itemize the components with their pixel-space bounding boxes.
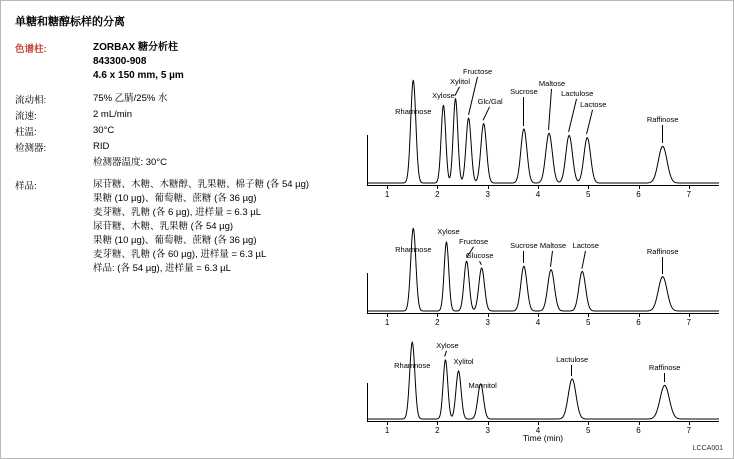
sample-line: 尿苷糖、木糖、木糖醇、乳果糖、棉子糖 (各 54 µg) — [93, 179, 310, 190]
chromatogram-2 — [367, 217, 719, 335]
x-axis-tick-label: 5 — [586, 190, 591, 199]
sample-line: 麦芽糖、乳糖 (各 6 µg), 进样量 = 6.3 µL — [93, 207, 261, 218]
mobile-phase-label: 流动相: — [15, 95, 47, 106]
detector-row — [15, 140, 345, 154]
peak-leader-line — [523, 97, 524, 126]
x-axis-tick-label: 3 — [485, 190, 490, 199]
y-axis-line — [367, 273, 368, 313]
x-axis-tick-label: 6 — [636, 426, 641, 435]
peak-label: Mannitol — [468, 381, 497, 390]
peak-label: Sucrose — [510, 87, 538, 96]
peak-label: Xylitol — [453, 357, 474, 366]
x-axis-tick-label: 2 — [435, 318, 440, 327]
detector-label: 检测器: — [15, 143, 47, 154]
x-axis-tick — [689, 313, 690, 317]
x-axis-tick-label: 6 — [636, 318, 641, 327]
chromatogram-2-plot — [367, 217, 719, 313]
detector-temp-value: 检测器温度: 30°C — [93, 157, 168, 168]
x-axis-tick-label: 1 — [384, 426, 390, 435]
detector-value: RID — [93, 141, 110, 152]
x-axis-tick-label: 7 — [686, 190, 692, 199]
sample-label: 样品: — [15, 181, 37, 192]
flow-rate-value: 2 mL/min — [93, 109, 133, 120]
temperature-row — [15, 124, 345, 138]
x-axis-tick — [387, 421, 388, 425]
peak-label: Rhamnose — [394, 361, 431, 370]
chromatogram-1 — [367, 67, 719, 207]
peak-label: Raffinose — [646, 247, 679, 256]
x-axis-tick — [437, 313, 438, 317]
x-axis-tick — [639, 421, 640, 425]
chromatogram-3-trace — [367, 331, 719, 421]
chromatogram-1-axis — [367, 185, 719, 207]
x-axis-tick-label: 2 — [435, 426, 440, 435]
chromatogram-1-plot — [367, 67, 719, 185]
x-axis-tick-label: 2 — [435, 190, 440, 199]
x-axis-tick — [488, 313, 489, 317]
x-axis-tick-label: 3 — [485, 426, 490, 435]
peak-label: Rhamnose — [395, 245, 432, 254]
chromatogram-2-trace — [367, 217, 719, 313]
sample-values — [93, 178, 309, 276]
spacer-2 — [15, 171, 345, 178]
x-axis-label: Time (min) — [522, 433, 564, 443]
peak-label: Fructose — [463, 67, 493, 76]
chromatogram-3-plot — [367, 331, 719, 421]
temperature-value: 30°C — [93, 125, 115, 136]
x-axis-line — [367, 185, 719, 186]
x-axis-tick-label: 1 — [384, 318, 390, 327]
x-axis-tick — [538, 313, 539, 317]
x-axis-tick — [488, 421, 489, 425]
x-axis-tick-label: 7 — [686, 318, 692, 327]
peak-label: Xylose — [436, 341, 459, 350]
column-dimensions: 4.6 x 150 mm, 5 µm — [93, 70, 184, 81]
x-axis-tick — [387, 185, 388, 189]
peak-label: Glucose — [465, 251, 494, 260]
x-axis-tick-label: 7 — [686, 426, 692, 435]
x-axis-tick — [538, 185, 539, 189]
peak-label: Maltose — [538, 79, 566, 88]
x-axis-tick-label: 3 — [485, 318, 490, 327]
peak-label: Xylose — [437, 227, 460, 236]
peak-label: Fructose — [459, 237, 489, 246]
y-axis-line — [367, 135, 368, 185]
x-axis-tick — [588, 421, 589, 425]
peak-leader-line — [662, 257, 663, 274]
peak-label: Sucrose — [510, 241, 538, 250]
peak-label: Glc/Gal — [477, 97, 503, 106]
y-axis-line — [367, 383, 368, 421]
x-axis-tick-label: 5 — [586, 318, 591, 327]
page-title: 单糖和糖醇标样的分离 — [15, 16, 125, 28]
column-value — [93, 41, 184, 83]
x-axis-tick — [639, 185, 640, 189]
x-axis-tick-label: 1 — [384, 190, 390, 199]
chromatogram-3 — [367, 331, 719, 443]
x-axis-tick-label: 5 — [586, 426, 591, 435]
sample-line: 样品: (各 54 µg), 进样量 = 6.3 µL — [93, 263, 231, 274]
detector-temp-row — [15, 156, 345, 169]
mobile-phase-row — [15, 92, 345, 106]
figure-code: LCCA001 — [692, 445, 723, 452]
column-row — [15, 41, 345, 83]
peak-label: Xylitol — [450, 77, 471, 86]
x-axis-tick — [689, 421, 690, 425]
temperature-label: 柱温: — [15, 127, 37, 138]
flow-rate-label: 流速: — [15, 111, 37, 122]
x-axis-tick-label: 4 — [535, 426, 541, 435]
peak-label: Xylose — [432, 91, 455, 100]
peak-leader-line — [662, 125, 663, 143]
x-axis-tick — [387, 313, 388, 317]
peak-label: Lactose — [572, 241, 599, 250]
x-axis-tick — [538, 421, 539, 425]
peak-leader-line — [664, 373, 665, 382]
x-axis-tick — [639, 313, 640, 317]
spacer — [15, 85, 345, 92]
x-axis-tick — [588, 313, 589, 317]
sample-line: 果糖 (10 µg)、葡萄糖、蔗糖 (各 36 µg) — [93, 235, 257, 246]
peak-label: Rhamnose — [395, 107, 432, 116]
x-axis-tick-label: 4 — [535, 190, 541, 199]
peak-label: Raffinose — [646, 115, 679, 124]
x-axis-tick — [689, 185, 690, 189]
column-name: ZORBAX 糖分析柱 — [93, 42, 178, 53]
x-axis-tick — [488, 185, 489, 189]
sample-line: 尿苷糖、木糖、乳果糖 (各 54 µg) — [93, 221, 234, 232]
sample-row — [15, 178, 345, 276]
column-label: 色谱柱: — [15, 44, 47, 55]
x-axis-tick — [588, 185, 589, 189]
flow-rate-row — [15, 108, 345, 122]
x-axis-line — [367, 421, 719, 422]
peak-label: Raffinose — [648, 363, 681, 372]
method-info-panel — [15, 13, 345, 278]
peak-label: Maltose — [539, 241, 567, 250]
x-axis-tick — [437, 421, 438, 425]
x-axis-tick — [437, 185, 438, 189]
sample-line: 果糖 (10 µg)、葡萄糖、蔗糖 (各 36 µg) — [93, 193, 257, 204]
peak-label: Lactulose — [556, 355, 589, 364]
x-axis-tick-label: 6 — [636, 190, 641, 199]
x-axis-tick-label: 4 — [535, 318, 541, 327]
peak-label: Lactose — [580, 100, 607, 109]
column-partnumber: 843300-908 — [93, 56, 147, 67]
peak-leader-line — [523, 251, 524, 263]
mobile-phase-value: 75% 乙腈/25% 水 — [93, 93, 168, 104]
sample-line: 麦芽糖、乳糖 (各 60 µg), 进样量 = 6.3 µL — [93, 249, 267, 260]
x-axis-line — [367, 313, 719, 314]
peak-label: Lactulose — [561, 89, 594, 98]
